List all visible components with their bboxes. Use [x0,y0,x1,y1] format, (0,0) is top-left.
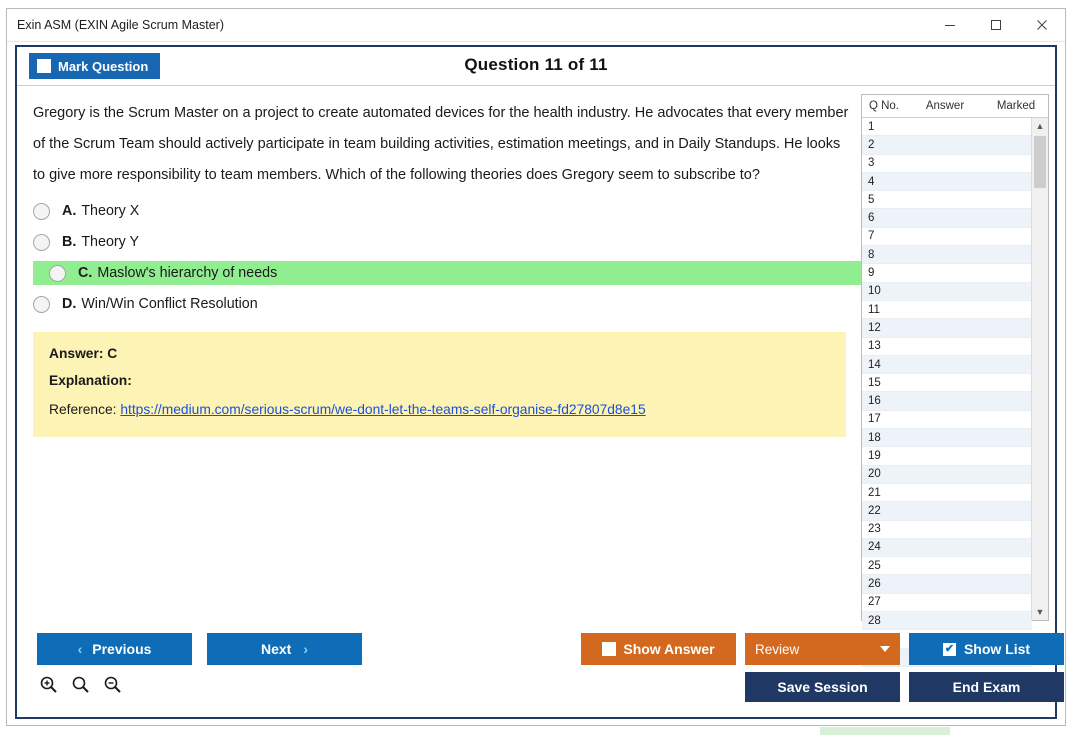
next-label: Next [260,641,292,657]
table-row[interactable] [862,209,1032,227]
cell-qno: 20 [868,468,881,481]
radio-icon[interactable] [49,265,66,282]
chevron-left-icon: ‹ [77,641,83,657]
save-session-label: Save Session [777,679,868,695]
table-row[interactable] [862,356,1032,374]
cell-qno: 24 [868,541,881,554]
cell-qno: 11 [868,303,880,316]
cell-qno: 14 [868,358,881,371]
table-row[interactable] [862,502,1032,520]
table-row[interactable] [862,228,1032,246]
column-header-qno: Q No. [868,100,900,112]
radio-icon[interactable] [33,203,50,220]
window-controls [927,9,1065,41]
table-row[interactable] [862,246,1032,264]
save-session-button[interactable] [745,672,900,702]
option-b-text [62,234,139,250]
option-b[interactable] [33,230,863,254]
question-list-rows[interactable] [862,118,1032,627]
reference-line [49,402,830,417]
cell-qno: 2 [868,138,875,151]
table-row[interactable] [862,264,1032,282]
window-title: Exin ASM (EXIN Agile Scrum Master) [17,18,225,32]
chevron-right-icon: › [303,641,309,657]
zoom-out-icon[interactable] [103,675,123,700]
cell-qno: 8 [868,248,875,261]
show-list-button[interactable] [909,633,1064,665]
question-list-scrollbar[interactable] [1031,118,1048,620]
table-row[interactable] [862,594,1032,612]
previous-label: Previous [92,641,152,657]
question-pane [17,86,863,717]
review-dropdown[interactable] [745,633,900,665]
cell-qno: 25 [868,559,881,572]
option-d-text [62,296,258,312]
cell-qno: 22 [868,504,881,517]
table-row[interactable] [862,319,1032,337]
cell-qno: 9 [868,267,875,280]
table-row[interactable] [862,338,1032,356]
cell-qno: 19 [868,449,881,462]
table-row[interactable] [862,173,1032,191]
option-c-text [78,265,277,281]
end-exam-button[interactable] [909,672,1064,702]
options-list [17,195,863,316]
window-titlebar [7,9,1065,42]
cell-qno: 23 [868,523,881,536]
table-row[interactable] [862,539,1032,557]
option-c[interactable] [33,261,862,285]
show-answer-label: Show Answer [623,641,715,657]
review-label: Review [755,641,800,657]
option-a[interactable] [33,199,863,223]
option-b-letter: B. [62,234,77,250]
show-list-label: Show List [963,641,1031,657]
table-row[interactable] [862,521,1032,539]
cell-qno: 26 [868,578,881,591]
show-answer-checkbox-icon [602,642,616,656]
cell-qno: 13 [868,340,881,353]
radio-icon[interactable] [33,234,50,251]
cell-qno: 1 [868,120,875,133]
cell-qno: 10 [868,285,881,298]
next-button[interactable] [207,633,362,665]
exam-body [17,86,1055,717]
mark-question-label: Mark Question [58,58,149,74]
table-row[interactable] [862,118,1032,136]
exam-header [17,47,1055,86]
reference-link[interactable]: https://medium.com/serious-scrum/we-dont-let-the-teams-self-organise-fd27807d8e15 [120,402,646,417]
show-answer-button[interactable] [581,633,736,665]
option-d-label: Win/Win Conflict Resolution [81,296,258,312]
explanation-label: Explanation: [49,373,132,388]
column-header-marked: Marked [996,100,1036,112]
exam-frame [15,45,1057,719]
table-row[interactable] [862,557,1032,575]
maximize-icon[interactable] [973,9,1019,41]
cell-qno: 17 [868,413,881,426]
table-row[interactable] [862,392,1032,410]
table-row[interactable] [862,447,1032,465]
option-b-label: Theory Y [81,234,140,250]
question-list-panel [861,94,1049,627]
cell-qno: 21 [868,486,881,499]
cell-qno: 5 [868,193,875,206]
option-c-letter: C. [78,265,93,281]
cell-qno: 15 [868,376,881,389]
question-counter-title: Question 11 of 11 [464,55,608,74]
close-icon[interactable] [1019,9,1065,41]
zoom-in-icon[interactable] [39,675,59,700]
option-d-letter: D. [62,296,77,312]
zoom-toolbar [39,675,123,700]
option-a-letter: A. [62,203,77,219]
table-row[interactable] [862,301,1032,319]
answer-value: Answer: C [49,346,118,361]
table-row[interactable] [862,466,1032,484]
table-row[interactable] [862,575,1032,593]
cell-qno: 7 [868,230,875,243]
table-row[interactable] [862,283,1032,301]
cell-qno: 18 [868,431,881,444]
cell-qno: 28 [868,614,881,627]
end-exam-label: End Exam [952,679,1021,695]
show-list-checkbox-icon: ✔ [944,642,955,655]
question-text: Gregory is the Scrum Master on a project to create automated devices for the health industry. He advocates that every member of the Scrum Team should actively participate in team building activities, estimation meetings, and in Daily Standups. He looks to give more responsibility to team members. Which of the following theories does Gregory seem to subscribe to? [33,105,849,183]
cell-qno: 27 [868,596,881,609]
scroll-up-arrow-icon[interactable]: ▲ [1035,121,1045,131]
cell-qno: 16 [868,395,881,408]
question-list-header [862,95,1048,118]
option-a-text [62,203,139,219]
table-row[interactable] [862,411,1032,429]
option-a-label: Theory X [81,203,140,219]
previous-button[interactable] [37,633,192,665]
table-row[interactable] [862,484,1032,502]
scroll-down-arrow-icon[interactable]: ▼ [1035,607,1045,617]
exam-footer [17,627,1055,717]
scrollbar-thumb[interactable] [1034,136,1046,188]
cell-qno: 12 [868,321,881,334]
option-d[interactable] [33,292,863,316]
table-row[interactable] [862,136,1032,154]
reference-label: Reference: [49,402,117,417]
desktop-strip [820,727,950,735]
cell-qno: 3 [868,157,875,170]
cell-qno: 4 [868,175,875,188]
radio-icon[interactable] [33,296,50,313]
table-row[interactable] [862,429,1032,447]
table-row[interactable] [862,155,1032,173]
column-header-answer: Answer [925,100,965,112]
option-c-label: Maslow's hierarchy of needs [97,265,278,281]
cell-qno: 6 [868,212,875,225]
minimize-icon[interactable] [927,9,973,41]
zoom-reset-icon[interactable] [71,675,91,700]
table-row[interactable] [862,374,1032,392]
table-row[interactable] [862,191,1032,209]
exam-window [6,8,1066,726]
chevron-down-icon [880,646,890,652]
answer-panel [33,332,846,437]
